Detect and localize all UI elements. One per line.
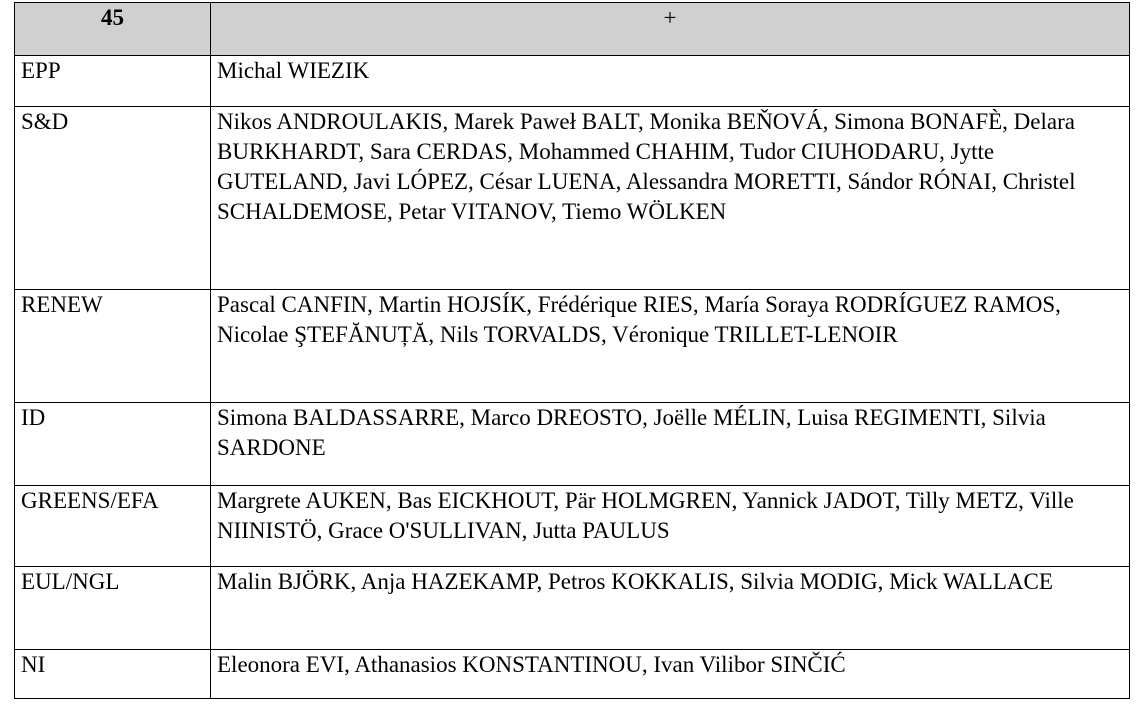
table-row bbox=[15, 567, 1130, 650]
group-name: ID bbox=[15, 403, 211, 486]
member-list: Margrete AUKEN, Bas EICKHOUT, Pär HOLMGREN, Yannick JADOT, Tilly METZ, Ville NIINISTÖ, Grace O'SULLIVAN, Jutta PAULUS bbox=[211, 486, 1130, 567]
vote-sign: + bbox=[211, 3, 1130, 56]
group-name: S&D bbox=[15, 107, 211, 290]
group-name: GREENS/EFA bbox=[15, 486, 211, 567]
table-header-row bbox=[15, 3, 1130, 56]
vote-result-table bbox=[14, 2, 1130, 699]
group-name: NI bbox=[15, 650, 211, 699]
table-row bbox=[15, 403, 1130, 486]
vote-count: 45 bbox=[15, 3, 211, 56]
member-list: Nikos ANDROULAKIS, Marek Paweł BALT, Monika BEŇOVÁ, Simona BONAFÈ, Delara BURKHARDT, Sara CERDAS, Mohammed CHAHIM, Tudor CIUHODARU, Jytte GUTELAND, Javi LÓPEZ, César LUENA, Alessandra MORETTI, Sándor RÓNAI, Christel SCHALDEMOSE, Petar VITANOV, Tiemo WÖLKEN bbox=[211, 107, 1130, 290]
table-row bbox=[15, 107, 1130, 290]
member-list: Simona BALDASSARRE, Marco DREOSTO, Joëlle MÉLIN, Luisa REGIMENTI, Silvia SARDONE bbox=[211, 403, 1130, 486]
table-row bbox=[15, 56, 1130, 107]
table-row bbox=[15, 290, 1130, 403]
member-list: Pascal CANFIN, Martin HOJSÍK, Frédérique RIES, María Soraya RODRÍGUEZ RAMOS, Nicolae ŞTEFĂNUȚĂ, Nils TORVALDS, Véronique TRILLET-LENOIR bbox=[211, 290, 1130, 403]
member-list: Malin BJÖRK, Anja HAZEKAMP, Petros KOKKALIS, Silvia MODIG, Mick WALLACE bbox=[211, 567, 1130, 650]
table-row bbox=[15, 486, 1130, 567]
member-list: Eleonora EVI, Athanasios KONSTANTINOU, Ivan Vilibor SINČIĆ bbox=[211, 650, 1130, 699]
table-row bbox=[15, 650, 1130, 699]
member-list: Michal WIEZIK bbox=[211, 56, 1130, 107]
group-name: RENEW bbox=[15, 290, 211, 403]
group-name: EPP bbox=[15, 56, 211, 107]
group-name: EUL/NGL bbox=[15, 567, 211, 650]
